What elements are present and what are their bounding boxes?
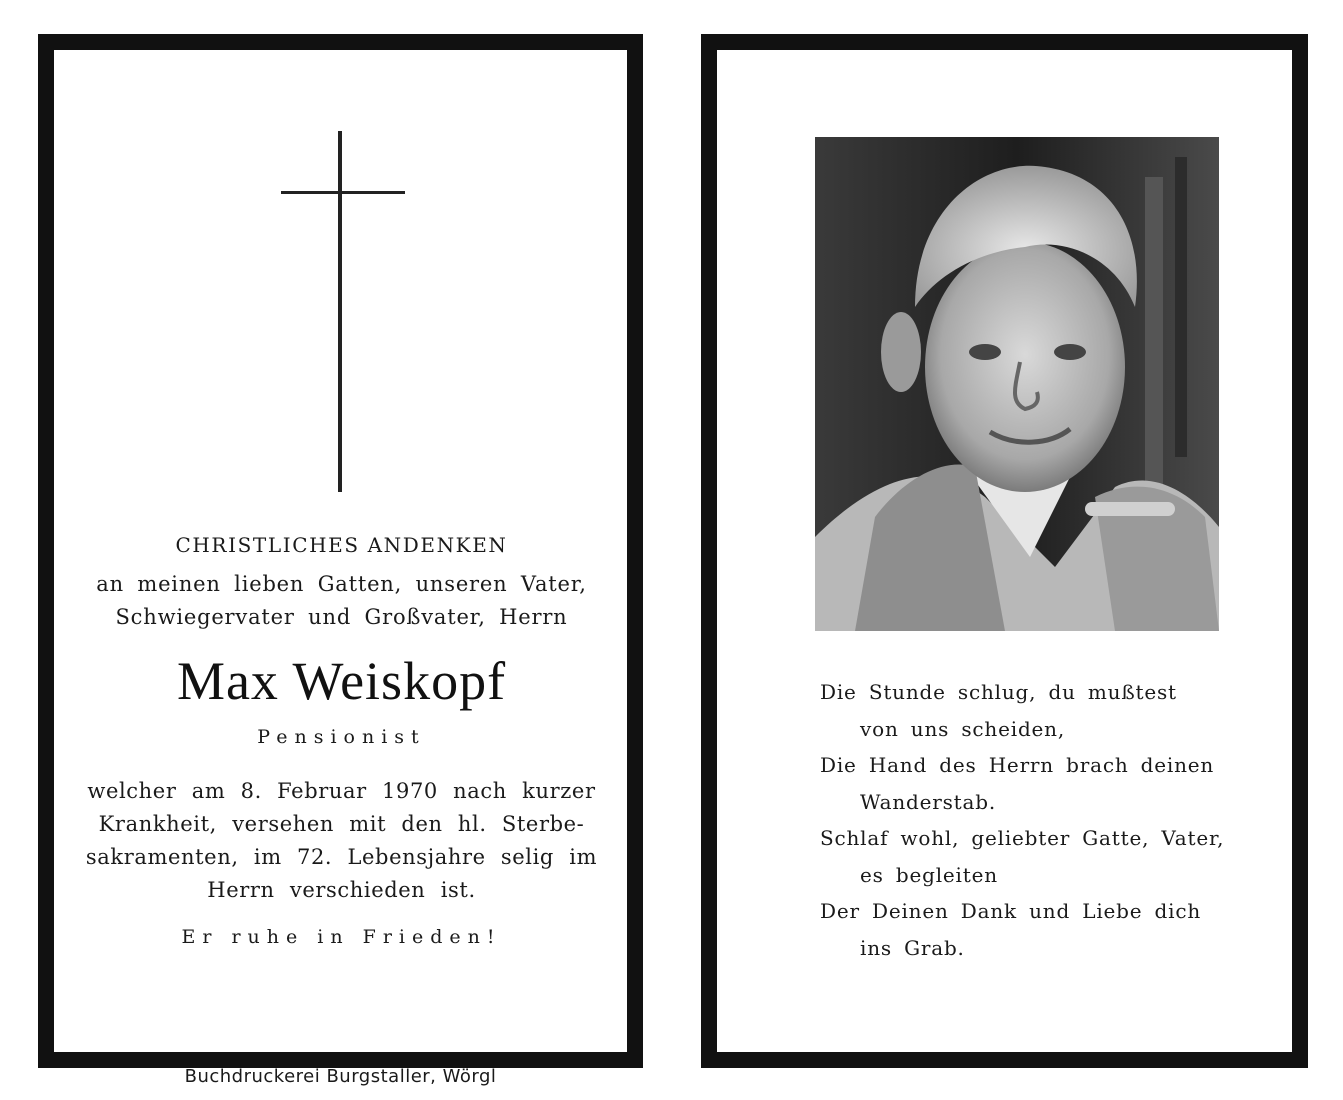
deceased-name: Max Weiskopf	[176, 651, 507, 711]
cross-icon	[338, 131, 342, 492]
dedication-line: an meinen lieben Gatten, unseren Vater,	[96, 572, 587, 596]
deceased-profession: Pensionist	[257, 726, 426, 748]
portrait-photo	[815, 137, 1219, 631]
poem-line: ins Grab.	[860, 935, 965, 960]
dedication-text	[54, 568, 629, 634]
printer-credit: Buchdruckerei Burgstaller, Wörgl	[184, 1066, 497, 1087]
card-heading: CHRISTLICHES ANDENKEN	[175, 533, 508, 557]
poem-line: von uns scheiden,	[860, 716, 1066, 741]
poem	[820, 674, 1260, 966]
death-notice-line: Krankheit, versehen mit den hl. Sterbe-	[98, 812, 585, 836]
poem-line: Der Deinen Dank und Liebe dich	[820, 899, 1202, 923]
poem-line: Schlaf wohl, geliebter Gatte, Vater,	[820, 826, 1225, 850]
death-notice-line: sakramenten, im 72. Lebensjahre selig im	[85, 845, 598, 869]
poem-line: Die Stunde schlug, du mußtest	[820, 680, 1177, 704]
poem-line: Die Hand des Herrn brach deinen	[820, 753, 1215, 777]
death-notice-line: welcher am 8. Februar 1970 nach kurzer	[87, 779, 596, 803]
cross-icon-crossbar	[281, 191, 405, 194]
poem-line: Wanderstab.	[860, 789, 997, 814]
poem-line: es begleiten	[860, 862, 998, 887]
farewell-text: Er ruhe in Frieden!	[181, 926, 502, 948]
death-notice	[54, 775, 629, 907]
dedication-line: Schwiegervater und Großvater, Herrn	[115, 605, 568, 629]
death-notice-line: Herrn verschieden ist.	[207, 878, 476, 902]
